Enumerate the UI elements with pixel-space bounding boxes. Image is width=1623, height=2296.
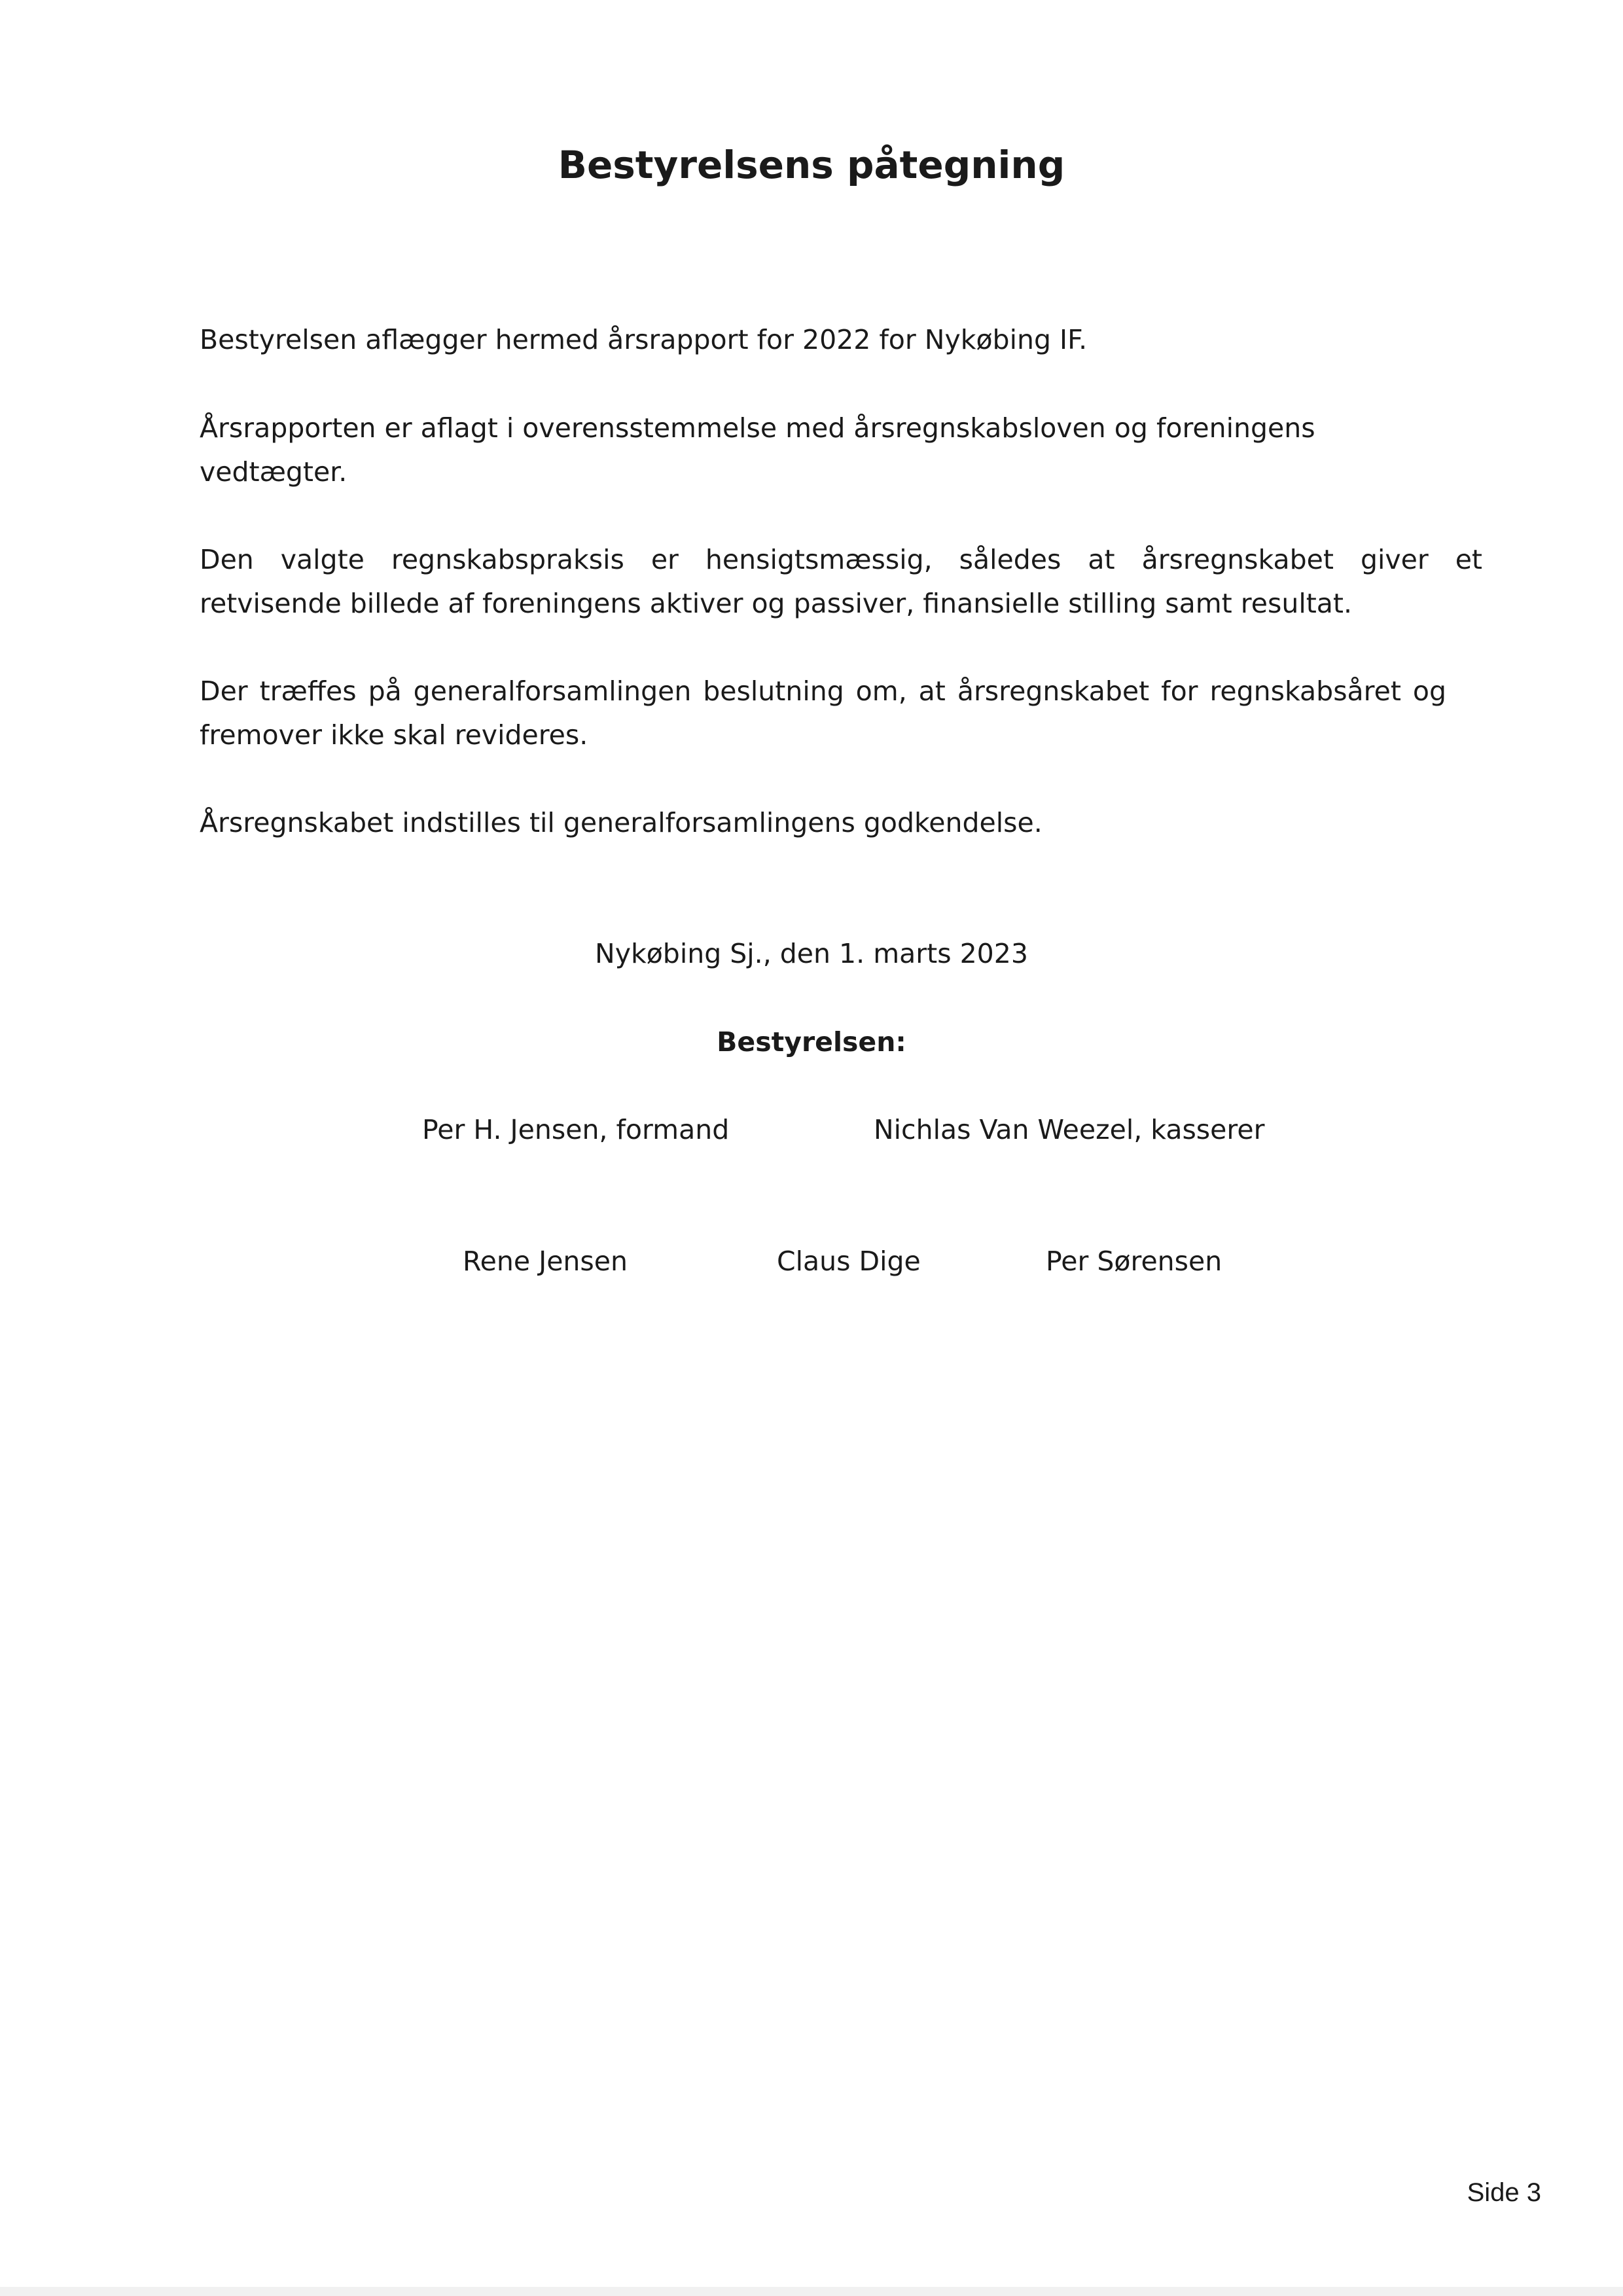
paragraph-line: Der træffes på generalforsamlingen beslutning om, at årsregnskabet for regnskabsåret og bbox=[200, 675, 1446, 707]
signatory-treasurer: Nichlas Van Weezel, kasserer bbox=[874, 1114, 1265, 1145]
paragraph-line: vedtægter. bbox=[200, 456, 348, 488]
paragraph-line: Den valgte regnskabspraksis er hensigtsmæssig, således at årsregnskabet giver et bbox=[200, 544, 1482, 575]
signatory-member: Rene Jensen bbox=[463, 1246, 628, 1277]
signatory-chairman: Per H. Jensen, formand bbox=[422, 1114, 730, 1145]
paragraph-compliance bbox=[200, 406, 1482, 494]
paragraph-accounting-policy bbox=[200, 538, 1482, 626]
paragraph-line: fremover ikke skal revideres. bbox=[200, 719, 588, 751]
signatory-member: Claus Dige bbox=[777, 1246, 921, 1277]
paragraph-approval-statement bbox=[200, 318, 1482, 362]
place-and-date: Nykøbing Sj., den 1. marts 2023 bbox=[595, 938, 1028, 969]
page-number: Side 3 bbox=[1467, 2178, 1541, 2207]
paragraph-text: Bestyrelsen aflægger hermed årsrapport for 2022 for Nykøbing IF. bbox=[200, 324, 1088, 355]
board-heading: Bestyrelsen: bbox=[717, 1026, 906, 1058]
paragraph-text: Årsregnskabet indstilles til generalforsamlingens godkendelse. bbox=[200, 807, 1043, 838]
scan-bottom-edge bbox=[0, 2287, 1623, 2296]
paragraph-recommendation bbox=[200, 801, 1482, 845]
paragraph-line: retvisende billede af foreningens aktiver og passiver, finansielle stilling samt resultat. bbox=[200, 588, 1353, 619]
page-title: Bestyrelsens påtegning bbox=[558, 143, 1065, 187]
paragraph-line: Årsrapporten er aflagt i overensstemmelse med årsregnskabsloven og foreningens bbox=[200, 412, 1315, 444]
signatory-member: Per Sørensen bbox=[1046, 1246, 1222, 1277]
paragraph-audit-decision bbox=[200, 670, 1482, 757]
